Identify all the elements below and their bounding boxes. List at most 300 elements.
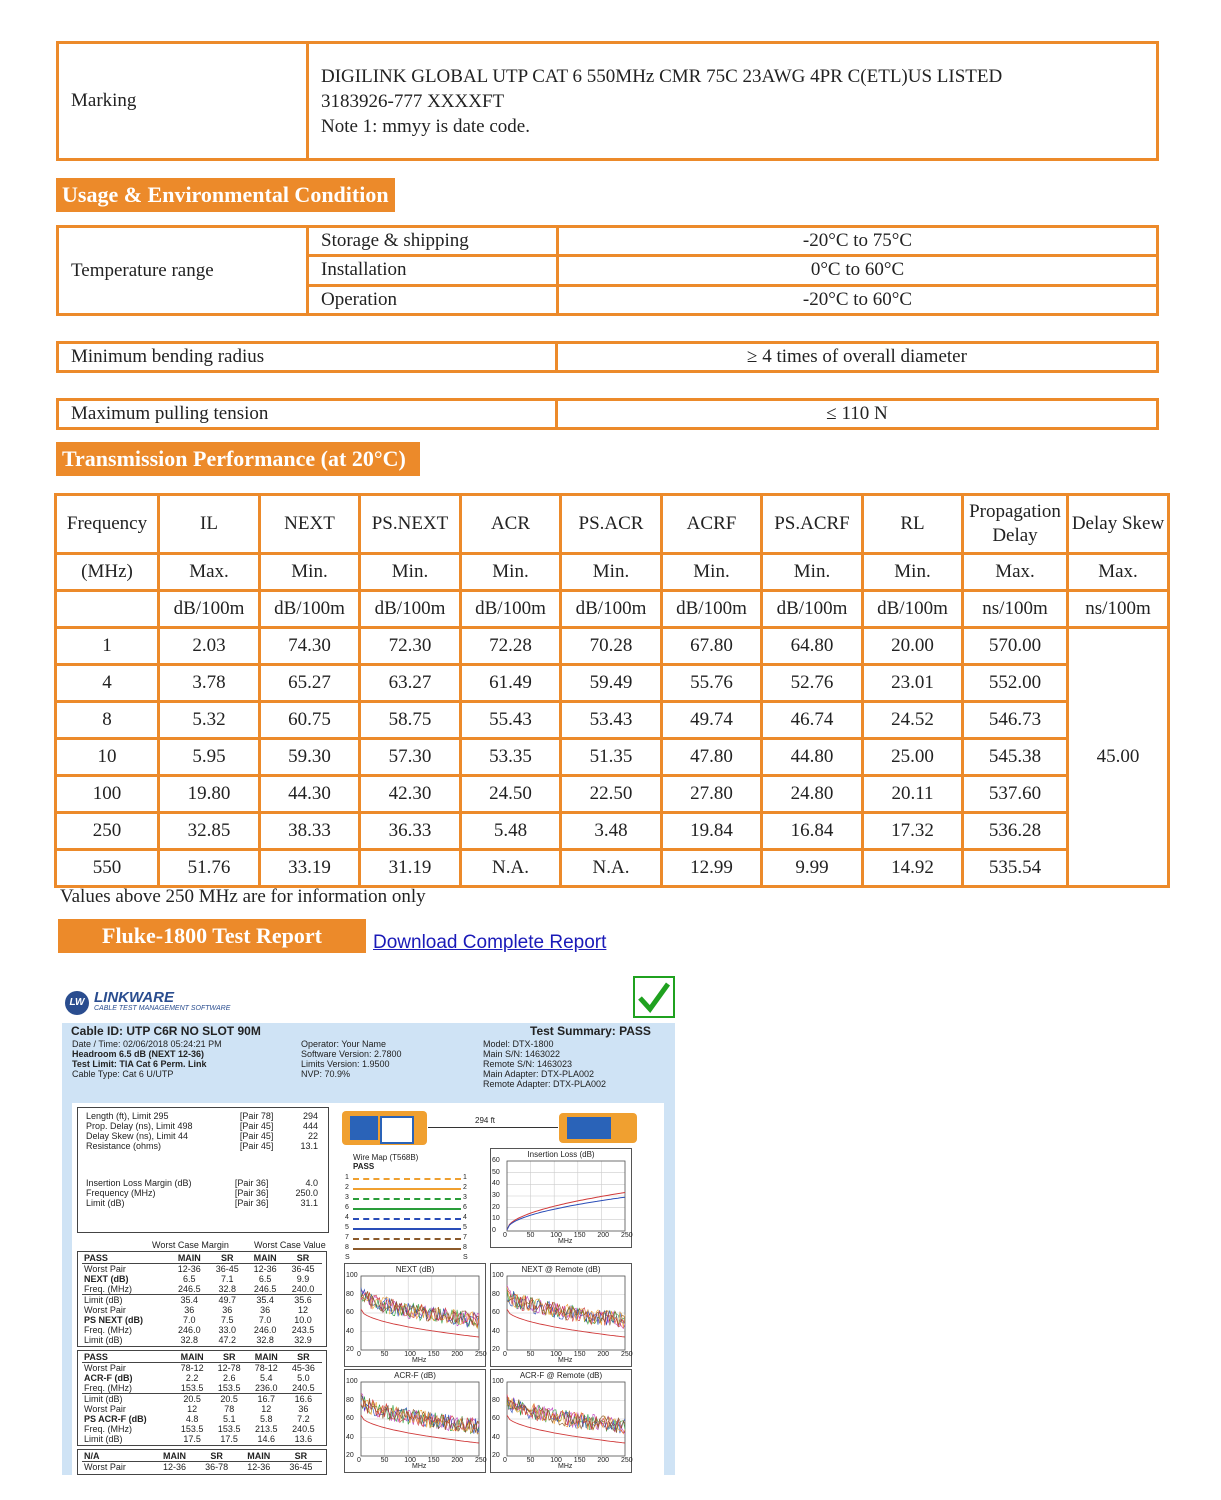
y-tick-label: 100 xyxy=(492,1378,504,1385)
report-cell: 243.5 xyxy=(291,1325,315,1335)
report-cell: Worst Pair xyxy=(84,1363,126,1373)
x-tick-label: 200 xyxy=(597,1232,610,1239)
header-cell: Propagation Delay xyxy=(963,495,1068,554)
unit-cell xyxy=(56,591,159,628)
wire-pin-label: 8 xyxy=(345,1244,349,1251)
wire-line xyxy=(353,1198,461,1200)
report-cell: 12-36 xyxy=(253,1264,277,1274)
report-cell: 250.0 xyxy=(295,1188,318,1198)
x-tick-label: 150 xyxy=(427,1351,440,1358)
report-cell: 32.9 xyxy=(294,1335,312,1345)
report-cell: MAIN xyxy=(248,1352,285,1363)
value-cell: -20°C to 60°C xyxy=(558,285,1158,314)
transmission-table xyxy=(54,493,1170,888)
wire-line xyxy=(353,1208,461,1210)
info-col-3 xyxy=(483,1039,606,1089)
bending-value: ≥ 4 times of overall diameter xyxy=(557,343,1158,372)
table-row xyxy=(56,702,1169,739)
report-cell: 9.9 xyxy=(296,1274,310,1284)
wire-pin-label: 2 xyxy=(345,1184,349,1191)
report-cell: 10.0 xyxy=(294,1315,312,1325)
table-cell: 25.00 xyxy=(863,739,963,776)
y-tick-label: 80 xyxy=(492,1396,500,1404)
table-cell: 38.33 xyxy=(260,813,360,850)
x-tick-label: 250 xyxy=(475,1351,487,1358)
report-row xyxy=(82,1253,322,1264)
y-tick-label: 40 xyxy=(346,1433,354,1441)
limit-cell: Max. xyxy=(1068,554,1169,591)
header-cell: Frequency xyxy=(56,495,159,554)
report-cell: [Pair 78] xyxy=(239,1111,274,1121)
wire-line xyxy=(353,1248,461,1250)
report-cell: Resistance (ohms) xyxy=(86,1141,162,1151)
table-cell: 5.95 xyxy=(159,739,260,776)
table-cell: 19.84 xyxy=(662,813,762,850)
table-cell: 537.60 xyxy=(963,776,1068,813)
x-tick-label: 0 xyxy=(503,1351,507,1358)
test-summary: Test Summary: PASS xyxy=(530,1024,651,1038)
info-line: Limits Version: 1.9500 xyxy=(301,1059,390,1069)
header-cell: ACR xyxy=(461,495,561,554)
limit-cell: Min. xyxy=(461,554,561,591)
report-cell: 2.6 xyxy=(222,1373,236,1383)
x-tick-label: 0 xyxy=(357,1457,361,1464)
brand-name: LINKWARE xyxy=(94,989,174,1006)
report-cell: 32.8 xyxy=(180,1335,199,1345)
report-cell: [Pair 36] xyxy=(234,1188,269,1198)
limit-cell: Max. xyxy=(159,554,260,591)
report-cell: 32.8 xyxy=(256,1335,274,1345)
report-cell: 153.5 xyxy=(180,1424,204,1434)
report-body xyxy=(62,1023,675,1475)
y-tick-label: 10 xyxy=(492,1215,500,1223)
linkware-logo-icon: LW xyxy=(65,991,89,1015)
worst-case-table xyxy=(82,1253,322,1345)
report-cell: SR xyxy=(280,1451,322,1462)
table-cell: 53.43 xyxy=(561,702,662,739)
report-cell: 7.0 xyxy=(183,1315,196,1325)
chart-curve xyxy=(507,1397,625,1433)
x-tick-label: 200 xyxy=(451,1351,464,1358)
table-row xyxy=(56,776,1169,813)
pulling-value: ≤ 110 N xyxy=(557,400,1158,429)
download-report-link[interactable]: Download Complete Report xyxy=(373,932,607,953)
chart-curve xyxy=(507,1197,625,1230)
table-cell: 47.80 xyxy=(662,739,762,776)
il-table xyxy=(84,1178,320,1208)
info-line: Remote Adapter: DTX-PLA002 xyxy=(483,1079,607,1089)
table-cell: 55.76 xyxy=(662,665,762,702)
report-chart xyxy=(344,1263,486,1367)
limit-cell: Min. xyxy=(260,554,360,591)
y-tick-label: 80 xyxy=(346,1396,354,1404)
report-cell: 36 xyxy=(260,1305,271,1315)
wc-margin-label: Worst Case Margin xyxy=(152,1240,229,1250)
x-tick-label: 100 xyxy=(550,1351,562,1358)
info-line: Remote S/N: 1463023 xyxy=(483,1059,573,1069)
report-cell: SR xyxy=(211,1352,248,1363)
report-cell: 20.5 xyxy=(220,1394,238,1404)
table-cell: 59.49 xyxy=(561,665,662,702)
table-cell: 24.50 xyxy=(461,776,561,813)
report-row xyxy=(82,1451,322,1462)
main-tester-icon xyxy=(342,1111,427,1145)
temperature-table xyxy=(56,225,1159,316)
worst-case-table xyxy=(82,1451,322,1472)
report-cell: 45-36 xyxy=(291,1363,315,1373)
report-cell: 35.4 xyxy=(256,1295,274,1305)
wire-pin-label: 8 xyxy=(463,1244,467,1251)
condition-cell: Installation xyxy=(308,256,558,285)
x-tick-label: 150 xyxy=(573,1351,586,1358)
report-cell: 12 xyxy=(261,1404,272,1414)
report-cell: 16.7 xyxy=(257,1394,276,1404)
report-cell: Limit (dB) xyxy=(86,1198,125,1208)
report-row xyxy=(82,1264,322,1275)
report-cell: Limit (dB) xyxy=(84,1394,123,1404)
y-tick-label: 60 xyxy=(492,1415,500,1422)
table-cell: 23.01 xyxy=(863,665,963,702)
worst-case-block xyxy=(77,1251,327,1347)
remote-tester-icon xyxy=(559,1113,637,1143)
x-tick-label: 0 xyxy=(503,1232,507,1239)
wiremap xyxy=(345,1173,485,1265)
table-cell: 24.52 xyxy=(863,702,963,739)
wc-value-label: Worst Case Value xyxy=(254,1240,326,1250)
worst-case-table xyxy=(82,1352,322,1444)
table-cell: 72.30 xyxy=(360,628,461,665)
table-cell: 64.80 xyxy=(762,628,863,665)
unit-cell: ns/100m xyxy=(1068,591,1169,628)
report-cell: 4.0 xyxy=(305,1178,318,1188)
marking-line: 3183926-777 XXXXFT xyxy=(321,90,505,112)
report-cell: 240.0 xyxy=(291,1284,315,1294)
table-cell: 1 xyxy=(56,628,159,665)
report-row xyxy=(82,1373,322,1383)
marking-table xyxy=(56,41,1159,161)
table-cell: 60.75 xyxy=(260,702,360,739)
table-row xyxy=(56,813,1169,850)
wire-pin-label: 3 xyxy=(463,1194,467,1201)
chart-curve xyxy=(507,1193,625,1230)
y-tick-label: 20 xyxy=(492,1203,500,1211)
report-cell: 246.0 xyxy=(253,1325,277,1335)
table-cell: 17.32 xyxy=(863,813,963,850)
x-tick-label: 150 xyxy=(427,1457,440,1464)
wiremap-status: PASS xyxy=(353,1162,375,1171)
report-chart xyxy=(490,1148,632,1248)
table-row xyxy=(56,628,1169,665)
unit-cell: dB/100m xyxy=(863,591,963,628)
pulling-table xyxy=(56,398,1159,430)
cable-length: 294 ft xyxy=(475,1116,496,1125)
worst-case-block xyxy=(77,1350,327,1446)
report-row xyxy=(82,1363,322,1374)
table-cell: 65.27 xyxy=(260,665,360,702)
report-cell: 12 xyxy=(298,1305,309,1315)
y-tick-label: 40 xyxy=(492,1180,500,1188)
report-cell: Delay Skew (ns), Limit 44 xyxy=(86,1131,189,1141)
wire-pin-label: S xyxy=(345,1254,350,1261)
report-cell: NEXT (dB) xyxy=(84,1274,129,1284)
report-cell: 12-36 xyxy=(163,1462,187,1472)
x-tick-label: 50 xyxy=(380,1457,389,1464)
report-cell: 20.5 xyxy=(183,1394,201,1404)
report-cell: 213.5 xyxy=(255,1424,278,1434)
table-row xyxy=(56,850,1169,887)
wire-pin-label: S xyxy=(463,1254,468,1261)
table-cell: 24.80 xyxy=(762,776,863,813)
unit-cell: dB/100m xyxy=(662,591,762,628)
report-cell: 31.1 xyxy=(300,1198,318,1208)
x-tick-label: 100 xyxy=(404,1457,416,1464)
x-axis-label: MHz xyxy=(558,1463,573,1470)
x-axis-label: MHz xyxy=(412,1463,427,1470)
report-cell: 13.6 xyxy=(294,1434,313,1444)
wire-pin-label: 6 xyxy=(463,1204,467,1211)
marking-line: DIGILINK GLOBAL UTP CAT 6 550MHz CMR 75C 23AWG 4PR C(ETL)US LISTED xyxy=(321,65,1003,87)
unit-cell: dB/100m xyxy=(762,591,863,628)
x-tick-label: 200 xyxy=(597,1457,610,1464)
length-table xyxy=(84,1111,320,1151)
report-cell: 17.5 xyxy=(220,1434,238,1444)
wire-pin-label: 5 xyxy=(345,1224,349,1231)
table-cell: 19.80 xyxy=(159,776,260,813)
table-cell: 14.92 xyxy=(863,850,963,887)
table-cell: 49.74 xyxy=(662,702,762,739)
table-cell: 36.33 xyxy=(360,813,461,850)
report-cell: 6.5 xyxy=(183,1274,196,1284)
table-cell: 70.28 xyxy=(561,628,662,665)
chart-title: Insertion Loss (dB) xyxy=(527,1150,595,1159)
y-tick-label: 60 xyxy=(492,1157,500,1164)
y-tick-label: 50 xyxy=(492,1168,500,1176)
report-cell: Freq. (MHz) xyxy=(84,1325,132,1335)
report-cell: SR xyxy=(285,1352,322,1363)
table-cell: 44.80 xyxy=(762,739,863,776)
table-cell: 10 xyxy=(56,739,159,776)
report-cell: MAIN xyxy=(238,1451,280,1462)
info-line: Cable Type: Cat 6 U/UTP xyxy=(72,1069,174,1079)
table-cell: N.A. xyxy=(561,850,662,887)
report-cell: 35.6 xyxy=(294,1295,312,1305)
unit-cell: dB/100m xyxy=(260,591,360,628)
report-cell: MAIN xyxy=(153,1451,195,1462)
table-cell: 46.74 xyxy=(762,702,863,739)
report-row xyxy=(82,1274,322,1284)
table-cell: 59.30 xyxy=(260,739,360,776)
value-cell: 0°C to 60°C xyxy=(558,256,1158,285)
table-cell: 20.00 xyxy=(863,628,963,665)
report-cell: 294 xyxy=(302,1111,318,1121)
report-row xyxy=(84,1131,320,1141)
info-line: Model: DTX-1800 xyxy=(483,1039,554,1049)
table-cell: 32.85 xyxy=(159,813,260,850)
report-row xyxy=(84,1141,320,1151)
report-cell: Limit (dB) xyxy=(84,1335,123,1345)
wire-pin-label: 7 xyxy=(463,1234,467,1241)
x-tick-label: 150 xyxy=(573,1232,586,1239)
report-panel xyxy=(72,1103,664,1475)
report-row xyxy=(82,1414,322,1424)
report-cell: 240.5 xyxy=(292,1424,315,1434)
limit-cell: Min. xyxy=(863,554,963,591)
report-cell: 49.7 xyxy=(218,1295,236,1305)
report-cell: 13.1 xyxy=(300,1141,318,1151)
table-cell: 16.84 xyxy=(762,813,863,850)
table-cell: 55.43 xyxy=(461,702,561,739)
table-cell: 550 xyxy=(56,850,159,887)
usage-heading: Usage & Environmental Condition xyxy=(56,178,395,212)
report-cell: 32.8 xyxy=(218,1284,236,1294)
chart-curve xyxy=(507,1291,625,1327)
x-tick-label: 0 xyxy=(503,1457,507,1464)
report-cell: 35.4 xyxy=(180,1295,199,1305)
report-row xyxy=(84,1121,320,1131)
x-tick-label: 50 xyxy=(380,1351,389,1358)
info-line: Main S/N: 1463022 xyxy=(483,1049,561,1059)
report-row xyxy=(84,1188,320,1198)
y-tick-label: 60 xyxy=(492,1309,500,1316)
marking-value xyxy=(308,43,1158,160)
chart-title: ACR-F @ Remote (dB) xyxy=(519,1371,603,1380)
info-col-1 xyxy=(72,1039,222,1079)
x-tick-label: 250 xyxy=(475,1457,487,1464)
report-row xyxy=(82,1315,322,1325)
report-cell: 33.0 xyxy=(218,1325,236,1335)
header-cell: RL xyxy=(863,495,963,554)
y-tick-label: 60 xyxy=(346,1309,354,1316)
test-report-image xyxy=(62,973,675,1475)
report-cell: Freq. (MHz) xyxy=(84,1424,132,1434)
report-chart xyxy=(344,1369,486,1473)
marking-line: Note 1: mmyy is date code. xyxy=(321,115,530,137)
x-tick-label: 100 xyxy=(550,1457,562,1464)
report-cell: ACR-F (dB) xyxy=(84,1373,133,1383)
table-cell: 535.54 xyxy=(963,850,1068,887)
report-cell: PS ACR-F (dB) xyxy=(84,1414,147,1424)
table-cell: 53.35 xyxy=(461,739,561,776)
report-row xyxy=(82,1394,322,1405)
y-tick-label: 20 xyxy=(492,1452,500,1459)
x-tick-label: 200 xyxy=(597,1351,610,1358)
table-row xyxy=(56,665,1169,702)
report-cell: PASS xyxy=(82,1352,174,1363)
report-row xyxy=(82,1383,322,1394)
report-cell: [Pair 36] xyxy=(234,1178,269,1188)
report-cell: Prop. Delay (ns), Limit 498 xyxy=(86,1121,193,1131)
report-cell: 6.5 xyxy=(258,1274,272,1284)
report-cell: SR xyxy=(196,1451,238,1462)
table-cell: 31.19 xyxy=(360,850,461,887)
report-chart xyxy=(490,1263,632,1367)
limit-curve xyxy=(507,1309,625,1337)
table-cell: 3.48 xyxy=(561,813,662,850)
report-cell: Freq. (MHz) xyxy=(84,1284,132,1294)
report-cell: Worst Pair xyxy=(84,1462,126,1472)
report-cell: 78-12 xyxy=(180,1363,204,1373)
worst-case-block xyxy=(77,1449,327,1475)
brand-sub: CABLE TEST MANAGEMENT SOFTWARE xyxy=(94,1005,231,1012)
table-cell: 33.19 xyxy=(260,850,360,887)
value-cell: -20°C to 75°C xyxy=(558,227,1158,256)
info-line: Operator: Your Name xyxy=(301,1039,387,1049)
table-row xyxy=(56,739,1169,776)
table-cell: 22.50 xyxy=(561,776,662,813)
header-cell: PS.ACR xyxy=(561,495,662,554)
limit-cell: Min. xyxy=(561,554,662,591)
table-cell: 8 xyxy=(56,702,159,739)
report-cell: Length (ft), Limit 295 xyxy=(86,1111,169,1121)
report-heading: Fluke-1800 Test Report xyxy=(58,919,366,953)
table-cell: 12.99 xyxy=(662,850,762,887)
table-cell: 20.11 xyxy=(863,776,963,813)
wire-pin-label: 1 xyxy=(345,1174,349,1181)
info-note: Values above 250 MHz are for information only xyxy=(60,886,426,907)
header-cell: Delay Skew xyxy=(1068,495,1169,554)
x-tick-label: 50 xyxy=(526,1232,535,1239)
table-cell: 42.30 xyxy=(360,776,461,813)
report-row xyxy=(82,1424,322,1434)
worst-case-blocks xyxy=(77,1251,327,1475)
report-cell: 246.5 xyxy=(178,1284,201,1294)
x-axis-label: MHz xyxy=(412,1357,427,1364)
report-cell: 5.1 xyxy=(222,1414,236,1424)
x-tick-label: 250 xyxy=(621,1457,633,1464)
limit-cell: (MHz) xyxy=(56,554,159,591)
header-cell: NEXT xyxy=(260,495,360,554)
report-row xyxy=(82,1325,322,1335)
header-row xyxy=(56,495,1169,554)
x-axis-label: MHz xyxy=(558,1357,573,1364)
report-cell: 246.5 xyxy=(253,1284,277,1294)
wire-line xyxy=(353,1228,461,1230)
report-row xyxy=(82,1352,322,1363)
unit-cell: ns/100m xyxy=(963,591,1068,628)
report-cell: 4.8 xyxy=(185,1414,199,1424)
condition-cell: Operation xyxy=(308,285,558,314)
report-cell: 236.0 xyxy=(255,1383,278,1393)
y-tick-label: 80 xyxy=(492,1290,500,1298)
bending-label: Minimum bending radius xyxy=(58,343,557,372)
table-cell: 63.27 xyxy=(360,665,461,702)
report-cell: [Pair 45] xyxy=(239,1131,274,1141)
report-row xyxy=(82,1335,322,1345)
wire-pin-label: 7 xyxy=(345,1234,349,1241)
table-cell: 5.32 xyxy=(159,702,260,739)
bending-table xyxy=(56,341,1159,373)
temperature-label: Temperature range xyxy=(58,227,308,315)
transmission-heading: Transmission Performance (at 20°C) xyxy=(56,442,420,476)
wire-line xyxy=(353,1238,461,1240)
report-cell: 36-45 xyxy=(289,1462,313,1472)
report-cell: 36-45 xyxy=(291,1264,315,1274)
report-cell: 12-78 xyxy=(217,1363,241,1373)
delay-skew-cell: 45.00 xyxy=(1068,628,1169,887)
table-cell: 2.03 xyxy=(159,628,260,665)
header-cell: IL xyxy=(159,495,260,554)
table-cell: 570.00 xyxy=(963,628,1068,665)
report-row xyxy=(82,1404,322,1414)
report-cell: N/A xyxy=(82,1451,153,1462)
report-cell: 7.1 xyxy=(220,1274,234,1284)
wire-pin-label: 3 xyxy=(345,1194,349,1201)
chart-title: NEXT @ Remote (dB) xyxy=(521,1265,601,1274)
x-axis-label: MHz xyxy=(558,1238,573,1245)
table-cell: 4 xyxy=(56,665,159,702)
report-cell: 78-12 xyxy=(254,1363,278,1373)
table-cell: 61.49 xyxy=(461,665,561,702)
